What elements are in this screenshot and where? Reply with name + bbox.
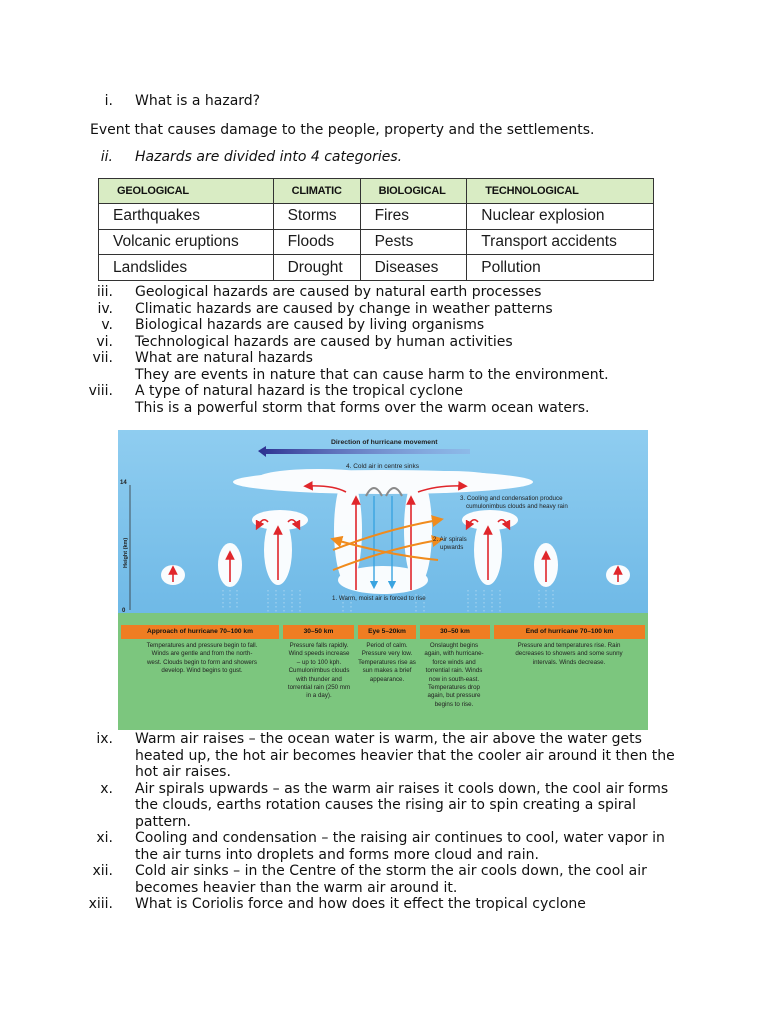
list-number: iii. xyxy=(96,284,113,300)
list-line: hot air raises. xyxy=(135,764,231,780)
list-number: ii. xyxy=(100,149,113,165)
list-line: Cold air sinks – in the Centre of the storm the air cools down, the cool air xyxy=(135,863,647,879)
stage-header-end: End of hurricane 70–100 km xyxy=(494,625,645,639)
label-upwards: upwards xyxy=(440,544,464,551)
list-text: Biological hazards are caused by living organisms xyxy=(135,317,485,333)
table-cell: Diseases xyxy=(360,255,467,281)
list-text: Climatic hazards are caused by change in weather patterns xyxy=(135,300,553,317)
list-number: v. xyxy=(101,317,113,333)
table-row xyxy=(99,255,654,281)
list-line: becomes heavier than the warm air around it. xyxy=(135,879,458,896)
label-cooling-condensation: 3. Cooling and condensation produce xyxy=(460,495,563,502)
stage-text-end: Pressure and temperatures rise. Rain decreases to showers and some sunny intervals. Winds decrease. xyxy=(515,642,623,666)
list-number: iv. xyxy=(97,300,113,317)
table-cell: Pests xyxy=(360,229,467,255)
list-number: viii. xyxy=(88,383,113,399)
tropical-cyclone-diagram xyxy=(118,430,648,730)
axis-top-tick: 14 xyxy=(120,480,127,486)
list-number: xii. xyxy=(92,863,113,879)
list-text: Geological hazards are caused by natural earth processes xyxy=(135,284,542,300)
hazard-definition: Event that causes damage to the people, property and the settlements. xyxy=(90,122,595,138)
table-cell: Fires xyxy=(360,204,467,230)
stage-header-eye: Eye 5–20km xyxy=(358,625,416,639)
stage-text-30-50-after: Onslaught begins again, with hurricane-force winds and torrential rain. Winds now in south-east. Temperatures drop again, but pressure begins to rise. xyxy=(424,642,484,708)
table-cell: Transport accidents xyxy=(467,229,654,255)
stage-text-approach: Temperatures and pressure begin to fall. Winds are gentle and from the north-west. Clouds begin to form and showers develop. Wind begins to gust. xyxy=(146,642,258,675)
list-number: xi. xyxy=(96,830,113,846)
list-line: What is Coriolis force and how does it effect the tropical cyclone xyxy=(135,896,586,912)
table-cell: Floods xyxy=(273,229,360,255)
list-text: A type of natural hazard is the tropical cyclone xyxy=(135,383,463,399)
label-warm-moist-air: 1. Warm, moist air is forced to rise xyxy=(332,595,426,602)
table-cell: Nuclear explosion xyxy=(467,204,654,230)
list-line: Warm air raises – the ocean water is warm, the air above the water gets xyxy=(135,731,642,747)
stage-header-30-50-after: 30–50 km xyxy=(420,625,490,639)
list-text: This is a powerful storm that forms over the warm ocean waters. xyxy=(135,399,590,416)
stage-columns xyxy=(118,625,648,730)
label-cumulonimbus: cumulonimbus clouds and heavy rain xyxy=(466,503,568,510)
column-header-geological: GEOLOGICAL xyxy=(99,179,274,204)
table-row xyxy=(99,204,654,230)
stage-header-approach: Approach of hurricane 70–100 km xyxy=(121,625,279,639)
axis-bottom-tick: 0 xyxy=(122,608,126,614)
column-header-biological: BIOLOGICAL xyxy=(360,179,467,204)
list-line: the air turns into droplets and forms more cloud and rain. xyxy=(135,846,539,863)
direction-label: Direction of hurricane movement xyxy=(331,439,438,446)
column-header-climatic: CLIMATIC xyxy=(273,179,360,204)
categories-statement: Hazards are divided into 4 categories. xyxy=(135,149,403,165)
list-number: vii. xyxy=(92,350,113,366)
table-row xyxy=(99,229,654,255)
list-number: x. xyxy=(100,780,113,797)
table-cell: Landslides xyxy=(99,255,274,281)
table-cell: Storms xyxy=(273,204,360,230)
axis-label: Height (km) xyxy=(123,537,129,568)
list-text: Technological hazards are caused by human activities xyxy=(135,333,513,350)
cyclone-cross-section xyxy=(118,430,648,625)
list-text: What are natural hazards xyxy=(135,350,313,366)
list-line: pattern. xyxy=(135,813,191,830)
label-cold-air-sinks: 4. Cold air in centre sinks xyxy=(346,463,419,470)
table-header-row xyxy=(99,179,654,204)
list-number: xiii. xyxy=(88,896,113,912)
table-cell: Pollution xyxy=(467,255,654,281)
question-what-is-hazard: What is a hazard? xyxy=(135,93,261,109)
column-header-technological: TECHNOLOGICAL xyxy=(467,179,654,204)
label-air-spirals: 2. Air spirals xyxy=(433,536,467,543)
stage-text-eye: Period of calm. Pressure very low. Temperatures rise as sun makes a brief appearance. xyxy=(358,642,416,683)
list-number: ix. xyxy=(96,731,113,747)
table-cell: Volcanic eruptions xyxy=(99,229,274,255)
list-number: i. xyxy=(104,93,113,109)
stage-header-30-50: 30–50 km xyxy=(283,625,354,639)
table-cell: Drought xyxy=(273,255,360,281)
list-number: vi. xyxy=(96,333,113,350)
list-text: They are events in nature that can cause harm to the environment. xyxy=(135,366,609,383)
table-cell: Earthquakes xyxy=(99,204,274,230)
list-line: Cooling and condensation – the raising air continues to cool, water vapor in xyxy=(135,830,665,846)
stage-text-30-50: Pressure falls rapidly. Wind speeds increase – up to 100 kph. Cumulonimbus clouds with thunder and torrential rain (250 mm in a day). xyxy=(287,642,351,700)
ground-strip xyxy=(118,613,648,625)
list-line: the clouds, earths rotation causes the rising air to spin creating a spiral xyxy=(135,797,637,813)
list-line: heated up, the hot air becomes heavier that the cooler air around it then the xyxy=(135,747,675,764)
list-line: Air spirals upwards – as the warm air raises it cools down, the cool air forms xyxy=(135,780,669,797)
hazard-categories-table xyxy=(98,178,654,281)
